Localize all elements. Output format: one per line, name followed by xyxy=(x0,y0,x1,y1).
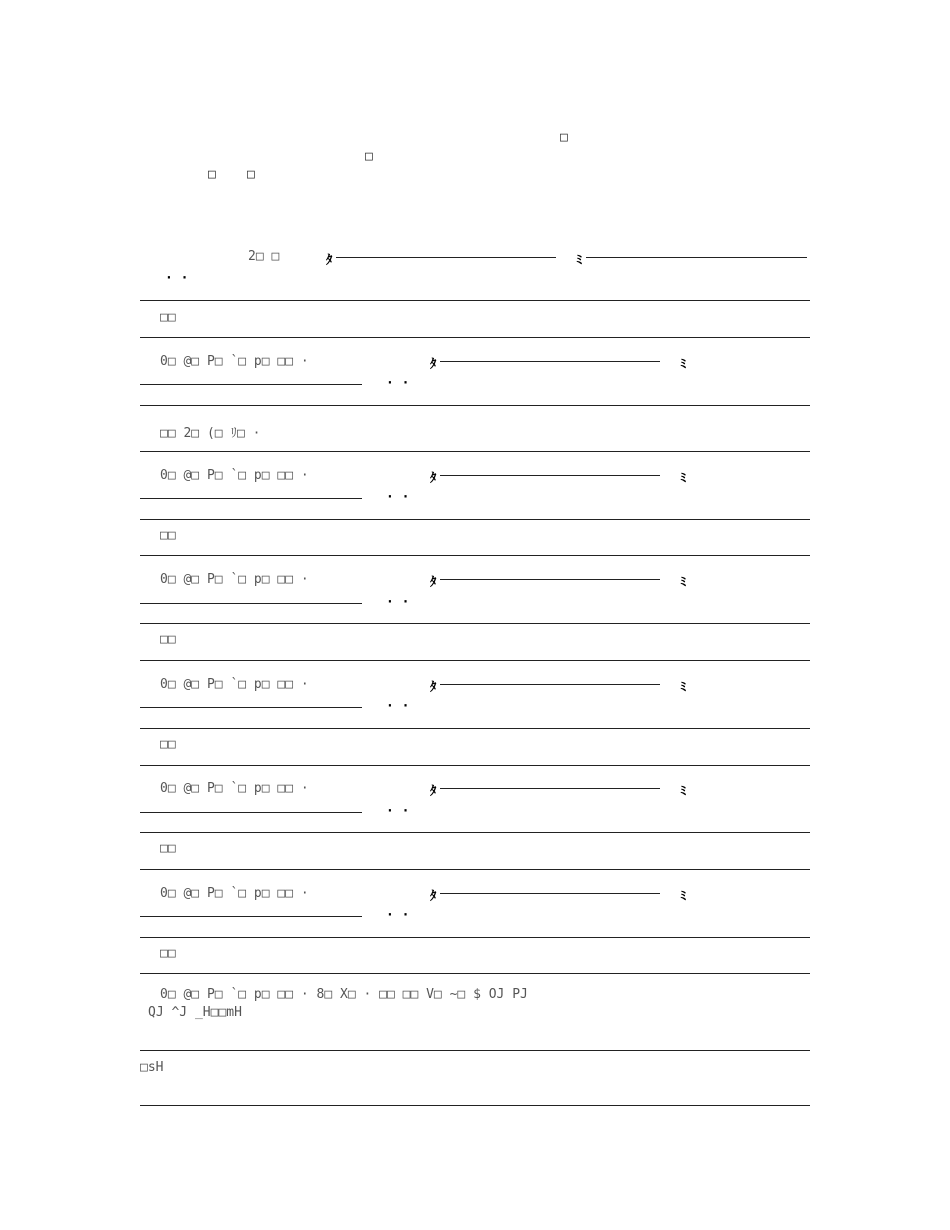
entry-rule-lower xyxy=(140,498,362,499)
entry-mi-glyph: ﾐ xyxy=(680,357,687,372)
section-label: □□ xyxy=(160,841,176,856)
entry-rule xyxy=(440,579,660,580)
footer-label: □sH xyxy=(140,1060,164,1075)
entry-rule-lower xyxy=(140,603,362,604)
entry-mi-glyph: ﾐ xyxy=(680,889,687,904)
section-label: □□ xyxy=(160,632,176,647)
entry-rule-lower xyxy=(140,707,362,708)
title-dots: · · xyxy=(165,271,189,286)
divider xyxy=(140,660,810,661)
divider xyxy=(140,728,810,729)
title-mi-glyph: ﾐ xyxy=(576,253,583,268)
entry-prefix: 0□ @□ P□ `□ p□ □□ · xyxy=(160,468,309,483)
entry-ta-glyph: ﾀ xyxy=(430,784,437,799)
divider xyxy=(140,300,810,301)
entry-mi-glyph: ﾐ xyxy=(680,575,687,590)
divider xyxy=(140,519,810,520)
divider xyxy=(140,937,810,938)
entry-dots: · · xyxy=(386,804,410,819)
divider xyxy=(140,337,810,338)
final-entry-line2: QJ ^J _H□□mH xyxy=(148,1005,242,1020)
divider xyxy=(140,973,810,974)
entry-mi-glyph: ﾐ xyxy=(680,471,687,486)
entry-rule-lower xyxy=(140,916,362,917)
header-box-a: □ xyxy=(560,130,568,145)
entry-ta-glyph: ﾀ xyxy=(430,680,437,695)
mid-label: □□ 2□ (□ ﾘ□ · xyxy=(160,426,261,441)
final-entry-line1: 0□ @□ P□ `□ p□ □□ · 8□ X□ · □□ □□ V□ ~□ $ OJ PJ xyxy=(160,987,528,1002)
entry-dots: · · xyxy=(386,908,410,923)
divider xyxy=(140,623,810,624)
divider xyxy=(140,1050,810,1051)
divider xyxy=(140,451,810,452)
title-ta-glyph: ﾀ xyxy=(326,253,333,268)
divider xyxy=(140,555,810,556)
entry-ta-glyph: ﾀ xyxy=(430,889,437,904)
entry-prefix: 0□ @□ P□ `□ p□ □□ · xyxy=(160,677,309,692)
title-rule-1 xyxy=(336,257,556,258)
entry-ta-glyph: ﾀ xyxy=(430,357,437,372)
section-label: □□ xyxy=(160,946,176,961)
title-rule-2 xyxy=(586,257,807,258)
divider xyxy=(140,1105,810,1106)
section-label: □□ xyxy=(160,737,176,752)
entry-rule-lower xyxy=(140,384,362,385)
entry-rule xyxy=(440,893,660,894)
entry-prefix: 0□ @□ P□ `□ p□ □□ · xyxy=(160,886,309,901)
divider xyxy=(140,869,810,870)
title-left: 2□ □ xyxy=(248,249,280,264)
header-box-c2: □ xyxy=(247,167,255,182)
entry-prefix: 0□ @□ P□ `□ p□ □□ · xyxy=(160,354,309,369)
entry-rule-lower xyxy=(140,812,362,813)
section-label: □□ xyxy=(160,310,176,325)
entry-rule xyxy=(440,361,660,362)
entry-mi-glyph: ﾐ xyxy=(680,784,687,799)
entry-dots: · · xyxy=(386,490,410,505)
section-label: □□ xyxy=(160,528,176,543)
entry-prefix: 0□ @□ P□ `□ p□ □□ · xyxy=(160,572,309,587)
entry-prefix: 0□ @□ P□ `□ p□ □□ · xyxy=(160,781,309,796)
divider xyxy=(140,405,810,406)
divider xyxy=(140,832,810,833)
entry-dots: · · xyxy=(386,699,410,714)
entry-rule xyxy=(440,788,660,789)
entry-mi-glyph: ﾐ xyxy=(680,680,687,695)
entry-rule xyxy=(440,475,660,476)
entry-rule xyxy=(440,684,660,685)
entry-dots: · · xyxy=(386,376,410,391)
divider xyxy=(140,765,810,766)
entry-dots: · · xyxy=(386,595,410,610)
entry-ta-glyph: ﾀ xyxy=(430,575,437,590)
header-box-b: □ xyxy=(365,149,373,164)
entry-ta-glyph: ﾀ xyxy=(430,471,437,486)
header-box-c1: □ xyxy=(208,167,216,182)
